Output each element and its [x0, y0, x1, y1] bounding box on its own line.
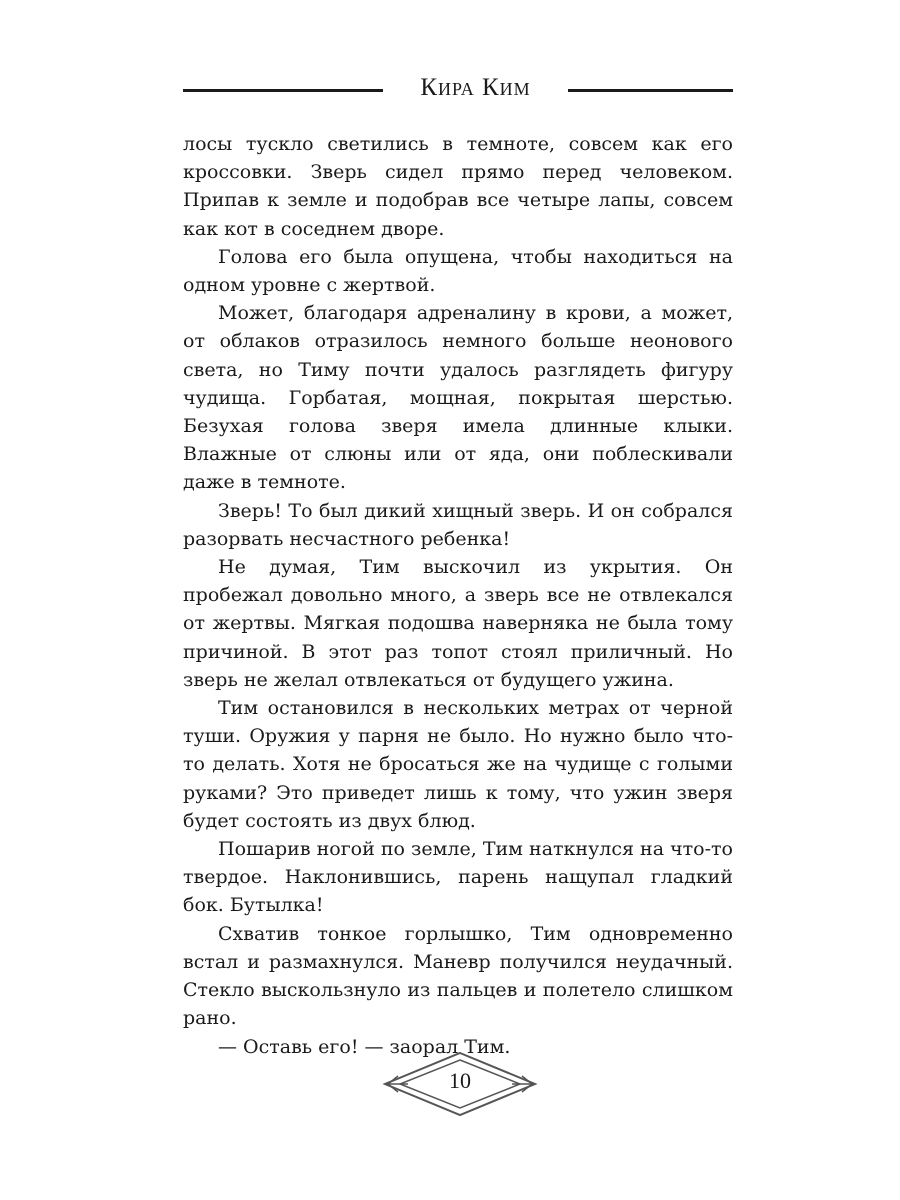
paragraph: лосы тускло светились в темноте, совсем как его кроссовки. Зверь сидел прямо перед человеком. Припав к земле и подобрав все четыре лапы, совсем как кот в соседнем дворе.: [183, 133, 733, 240]
paragraph: Не думая, Тим выскочил из укрытия. Он пробежал довольно много, а зверь все не отвлекался от жертвы. Мягкая подошва наверняка не была тому причиной. В этот раз топот стоял приличный. Но зверь не желал отвлекаться от будущего ужина.: [183, 556, 733, 691]
page-number: 10: [449, 1068, 471, 1093]
running-header: [183, 70, 733, 110]
paragraph: Голова его была опущена, чтобы находиться на одном уровне с жертвой.: [183, 245, 733, 297]
page-number-ornament: [380, 1048, 540, 1118]
header-rule-left: [183, 89, 383, 92]
paragraph: — Оставь его! — заорал Тим.: [218, 1035, 511, 1058]
paragraph: Тим остановился в нескольких метрах от черной туши. Оружия у парня не было. Но нужно было что-то делать. Хотя не бросаться же на чудище с голыми руками? Это приведет лишь к тому, что ужин зверя будет состоять из двух блюд.: [183, 697, 733, 832]
paragraph: Пошарив ногой по земле, Тим наткнулся на что-то твердое. Наклонившись, парень нащупал гладкий бок. Бутылка!: [183, 838, 733, 917]
paragraph: Схватив тонкое горлышко, Тим одновременно встал и размахнулся. Маневр получился неудачный. Стекло выскользнуло из пальцев и полетело слишком рано.: [183, 922, 733, 1030]
body-text: [183, 130, 733, 1061]
paragraph: Может, благодаря адреналину в крови, а может, от облаков отразилось немного больше неонового света, но Тиму почти удалось разглядеть фигуру чудища. Горбатая, мощная, покрытая шерстью. Безухая голова зверя имела длинные клыки. Влажные от слюны или от яда, они поблескивали даже в темноте.: [183, 302, 733, 494]
paragraph: Зверь! То был дикий хищный зверь. И он собрался разорвать несчастного ребенка!: [183, 499, 733, 550]
header-rule-right: [568, 89, 733, 92]
author-name: Кира Ким: [420, 74, 531, 101]
